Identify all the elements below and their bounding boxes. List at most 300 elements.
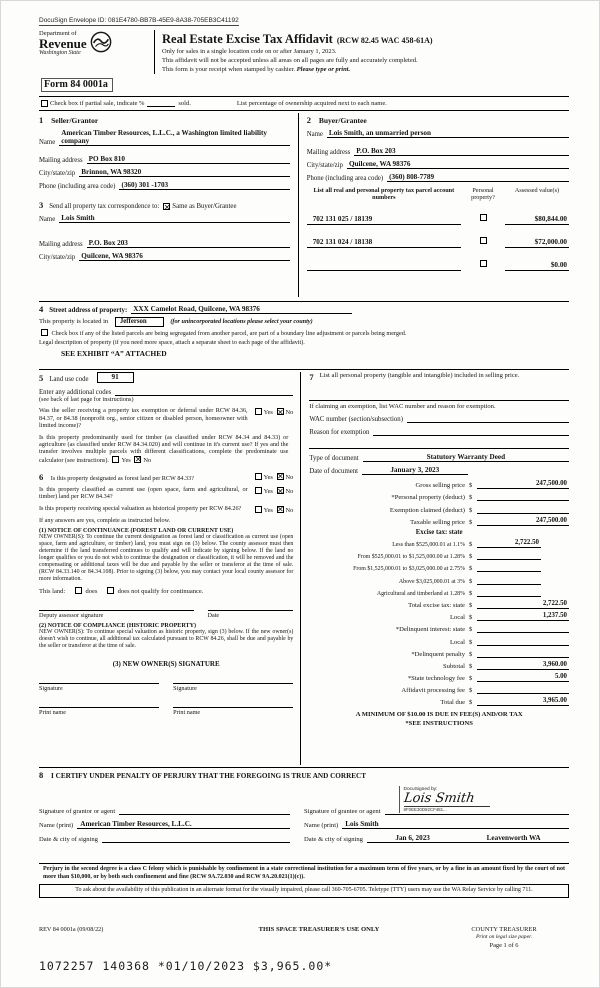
parcel-number-field[interactable]: 702 131 025 / 18139: [307, 215, 461, 225]
money-label: Subtotal: [443, 662, 465, 670]
deputy-signature-row: [39, 610, 293, 619]
new-owner-printname-row: [39, 707, 293, 716]
dept-text: [39, 30, 87, 56]
parcel-table: [307, 187, 569, 270]
section-1-number: 1: [39, 115, 44, 126]
seller-name-field[interactable]: American Timber Resources, L.L.C., a Washington limited liability company: [59, 129, 289, 146]
dollar-sign: $: [469, 553, 473, 561]
forest-question: [39, 472, 253, 482]
dept-small-label: Department of: [39, 30, 77, 37]
same-as-buyer-label: Same as Buyer/Grantee: [172, 203, 237, 211]
dollar-sign: $: [469, 541, 473, 549]
land-does-not-checkbox[interactable]: [107, 587, 114, 594]
dollar-sign: $: [469, 506, 473, 514]
located-in-label: This property is located in: [39, 318, 109, 326]
forest-question-text: Is this property designated as forest land per RCW 84.33?: [50, 474, 194, 482]
money-label: Affidavit processing fee: [401, 687, 465, 695]
answers-yes-note: If any answers are yes, complete as instructed below.: [39, 516, 171, 524]
seller-title: Seller/Grantor: [51, 116, 99, 126]
grantee-name-field[interactable]: [342, 820, 569, 829]
doc-type-field[interactable]: Statutory Warranty Deed: [363, 453, 569, 462]
correspondence-name-label: Name: [39, 216, 56, 224]
money-label: Total due: [440, 699, 465, 707]
parcel-number-field[interactable]: [307, 261, 461, 271]
personal-property-checkbox[interactable]: [480, 237, 487, 244]
excise-tier-row: [309, 539, 569, 548]
money-row: [309, 661, 569, 670]
doc-date-field[interactable]: January 3, 2023: [362, 466, 467, 475]
certify-header: [39, 770, 569, 780]
forest-no-checkbox[interactable]: [277, 473, 284, 480]
grantee-certify-column: [304, 780, 569, 843]
buyer-city-label: City/state/zip: [306, 162, 343, 170]
buyer-city-row: [307, 160, 569, 169]
perjury-section: [39, 863, 569, 898]
correspondence-city-label: City/state/zip: [39, 254, 76, 262]
land-does-not-label: does not qualify for continuance.: [117, 587, 204, 595]
deputy-date-line[interactable]: [208, 610, 294, 619]
signature-label: Signature: [39, 684, 63, 692]
money-label: Local: [449, 614, 465, 622]
buyer-phone-row: [307, 173, 569, 182]
header-note-3-italic: Please type or print.: [296, 65, 351, 73]
money-label: *State technology fee: [407, 675, 465, 683]
print-name-label: Print name: [173, 708, 201, 716]
form-number: Form 84 0001a: [41, 78, 113, 92]
dollar-sign: $: [469, 518, 473, 526]
correspondence-mailing-field[interactable]: P.O. Box 203: [87, 239, 290, 248]
dollar-sign: $: [469, 650, 473, 658]
buyer-column: [299, 113, 569, 297]
timber-answer: [110, 456, 151, 464]
money-rows-bottom: [309, 600, 569, 707]
money-label: Total excise tax: state: [408, 601, 465, 609]
money-row: [309, 480, 569, 489]
no-label: No: [285, 488, 294, 496]
seller-phone-row: [39, 181, 290, 190]
buyer-city-field[interactable]: Quilcene, WA 98376: [347, 160, 569, 169]
legal-paper-note: Print on legal size paper.: [475, 934, 533, 941]
section-6-number: 6: [39, 471, 44, 482]
dept-of-revenue-block: [39, 30, 151, 56]
money-row: [309, 492, 569, 501]
certify-grid: [39, 780, 569, 843]
currentuse-answer: [253, 486, 294, 495]
divider: [39, 110, 569, 111]
divider: [39, 96, 569, 97]
seller-mailing-row: [39, 155, 290, 164]
currentuse-yes-checkbox[interactable]: [255, 487, 262, 494]
reason-field[interactable]: [373, 427, 569, 436]
grantee-name-value: Lois Smith: [345, 820, 379, 829]
grantor-name-field[interactable]: [77, 820, 290, 829]
personal-property-intro-row: [309, 372, 569, 382]
reason-label: Reason for exemption: [309, 429, 370, 437]
money-field[interactable]: 2,722.50: [477, 600, 569, 609]
parcel-checkbox-cell: [461, 253, 505, 271]
timber-question-row: [39, 434, 293, 465]
partial-sold-label: sold.: [178, 100, 191, 108]
title-block: [162, 30, 569, 74]
section-7-number: 7: [309, 372, 314, 383]
additional-codes-label: Enter any additional codes: [39, 389, 112, 397]
dept-name: Revenue: [39, 36, 87, 51]
money-field[interactable]: 1,237.50: [477, 612, 569, 621]
money-row: [309, 685, 569, 694]
assessed-value-field[interactable]: $0.00: [505, 261, 569, 271]
county-treasurer-block: [439, 926, 569, 950]
money-field[interactable]: 3,965.00: [477, 697, 569, 706]
parcel-header-numbers: List all real and personal property tax parcel account numbers: [313, 187, 455, 202]
exemption-question: Was the seller receiving a property tax exemption or deferral under RCW 84.36, 84.37, or 84.38 (nonprofit org., senior citizen or disabled person, homeowner with limited income)?: [39, 407, 248, 430]
no-label: No: [285, 506, 294, 514]
tax-column: [301, 372, 569, 765]
money-field[interactable]: [477, 685, 569, 694]
deputy-signature-label: Deputy assessor signature: [39, 611, 104, 619]
dollar-sign: $: [469, 565, 473, 573]
tier-label: From $1,525,000.01 to $3,025,000.00 at 2.75%: [353, 566, 465, 573]
minimum-due-note: [309, 711, 569, 728]
section-2-number: 2: [306, 115, 311, 126]
dollar-sign: $: [469, 482, 473, 490]
seller-city-label: City/state/zip: [39, 170, 76, 178]
street-address-label: Street address of property:: [49, 307, 128, 315]
grantee-name-label: Name (print): [304, 822, 339, 830]
see-instructions: *SEE INSTRUCTIONS: [405, 720, 473, 728]
form-title-code: (RCW 82.45 WAC 458-61A): [336, 36, 433, 45]
rev-number: REV 84 0001a (09/08/22): [39, 926, 104, 934]
additional-codes-row: [39, 387, 293, 396]
alternate-format-box: To ask about the availability of this publication in an alternate format for the visually impaired, please call 360-705-6705. Teletype (TTY) users may use the WA Relay Service by calling 711.: [39, 884, 569, 898]
money-label: *Delinquent penalty: [411, 650, 465, 658]
personal-property-checkbox[interactable]: [480, 260, 487, 267]
new-owner-printname-line-1[interactable]: [39, 707, 159, 716]
deputy-signature-line[interactable]: [39, 610, 194, 619]
currentuse-no-checkbox[interactable]: [277, 487, 284, 494]
parcel-table-header: [307, 187, 569, 201]
excise-tier-row: [309, 563, 569, 572]
section-3-number: 3: [39, 200, 44, 211]
correspondence-mailing-row: [39, 239, 290, 248]
landuse-tax-block: [39, 369, 569, 765]
parcel-table-rows: [307, 207, 569, 271]
buyer-title: Buyer/Grantee: [318, 116, 367, 126]
same-as-buyer-checkbox[interactable]: [163, 203, 170, 210]
historic-question: Is this property receiving special valuation as historical property per RCW 84.26?: [39, 504, 242, 512]
money-field[interactable]: 5.00: [477, 673, 569, 682]
grantee-signature-field[interactable]: [385, 786, 569, 815]
print-name-label: Print name: [39, 708, 66, 716]
grantor-signature-row: [39, 785, 290, 815]
tier-label: Above $3,025,000.01 at 3%: [398, 578, 465, 585]
currentuse-question: Is this property classified as current use (open space, farm and agricultural, or timber) land per RCW 84.34?: [39, 486, 248, 501]
timber-yes-checkbox[interactable]: [112, 456, 119, 463]
money-row: [309, 673, 569, 682]
parcel-row: [307, 230, 569, 248]
doc-type-label: Type of document: [309, 455, 359, 463]
seller-mailing-label: Mailing address: [39, 157, 83, 165]
title-line: [162, 30, 569, 48]
buyer-name-label: Name: [306, 131, 323, 139]
dollar-sign: $: [469, 601, 473, 609]
segregated-label: Check box if any of the listed parcels are being segregated from another parcel, are part of a boundary line adjustment or parcels being merged.: [51, 330, 407, 338]
grantor-date-row: [39, 834, 290, 843]
correspondence-city-field[interactable]: Quilcene, WA 98376: [79, 252, 289, 261]
excise-tier-row: [309, 551, 569, 560]
seller-section-header: [39, 115, 290, 125]
no-label: No: [143, 456, 152, 464]
buyer-phone-field[interactable]: (360) 808-7789: [387, 173, 569, 182]
form-header: [39, 30, 569, 74]
dollar-sign: $: [469, 494, 473, 502]
money-field[interactable]: [477, 649, 569, 658]
seller-name-row: [39, 129, 290, 146]
personal-property-intro: List all personal property (tangible and intangible) included in selling price.: [319, 372, 520, 380]
docusign-stamp[interactable]: [399, 786, 506, 814]
money-row: [309, 637, 569, 646]
county-treasurer-label: COUNTY TREASURER: [471, 926, 537, 934]
exemption-question-row: [39, 407, 293, 429]
grantee-date-row: [304, 834, 569, 843]
parcel-number-field[interactable]: 702 131 024 / 18138: [307, 238, 461, 248]
money-field[interactable]: 247,500.00: [477, 480, 569, 489]
land-qualify-label: This land:: [39, 587, 66, 595]
tier-field[interactable]: [477, 588, 541, 597]
treasurer-space-label: THIS SPACE TREASURER'S USE ONLY: [258, 926, 380, 934]
legal-description-label: Legal description of property (if you need more space, attach a separate sheet to each page of the affidavit).: [39, 339, 305, 347]
grantor-name-row: [39, 820, 290, 829]
parcel-header-personal: Personal property?: [471, 187, 495, 202]
forest-question-row: [39, 472, 293, 482]
land-use-code-row: [39, 372, 293, 383]
header-note-3: [162, 66, 569, 75]
parcel-row: [307, 253, 569, 271]
dollar-sign: $: [469, 589, 473, 597]
footer-area: [39, 926, 569, 973]
perjury-text: Perjury in the second degree is a class C felony which is punishable by confinement in a state correctional institution for a maximum term of five years, or by a fine in an amount fixed by the court of not more than $10,000, or by both such confinement and fine (RCW 9A.72.030 and RCW 9A.20.021(1)(c)).: [43, 866, 565, 880]
land-use-code-field[interactable]: 91: [97, 372, 134, 383]
money-label: Gross selling price: [415, 482, 465, 490]
property-section: [39, 301, 569, 367]
docusign-envelope-id: DocuSign Envelope ID: 081E4780-BB7B-45E9-8A38-705EB3C41192: [39, 17, 239, 24]
grantor-name-value: American Timber Resources, L.L.C.: [80, 820, 192, 829]
money-label: *Personal property (deduct): [391, 494, 465, 502]
buyer-mailing-field[interactable]: P.O. Box 203: [354, 147, 569, 156]
correspondence-name-field[interactable]: Lois Smith: [59, 214, 289, 223]
excise-state-header: Excise tax: state: [415, 529, 463, 537]
grantee-date-field[interactable]: [367, 834, 569, 843]
reason-row: [309, 427, 569, 436]
land-does-label: does: [85, 587, 98, 595]
money-row: [309, 649, 569, 658]
located-in-note: (for unincorporated locations please select your county): [170, 318, 313, 326]
divider: [309, 400, 569, 401]
money-row: [309, 600, 569, 609]
money-row: [309, 624, 569, 633]
money-rows-top: [309, 480, 569, 526]
no-label: No: [285, 409, 294, 417]
wac-label: WAC number (section/subsection): [309, 416, 403, 424]
seller-city-row: [39, 168, 290, 177]
money-field[interactable]: [477, 637, 569, 646]
exemption-intro: If claiming an exemption, list WAC number and reason for exemption.: [309, 403, 496, 411]
dollar-sign: $: [469, 577, 473, 585]
landuse-column: [39, 372, 301, 765]
dept-state-label: Washington State: [39, 50, 81, 56]
notice-3-title: (3) NEW OWNER(S) SIGNATURE: [112, 659, 220, 668]
grantor-name-label: Name (print): [39, 822, 74, 830]
personal-property-blank[interactable]: [309, 382, 569, 398]
historic-answer: [253, 505, 294, 514]
grantee-signature-script: Lois Smith: [402, 790, 476, 806]
excise-tier-row: [309, 588, 569, 597]
partial-sale-row: [39, 99, 569, 108]
wac-row: [309, 414, 569, 423]
historic-question-row: [39, 505, 293, 514]
doc-date-row: [309, 466, 569, 475]
new-owner-signature-line-1[interactable]: [39, 683, 159, 692]
correspondence-name-row: [39, 214, 290, 223]
header-note-1: Only for sales in a single location code on or after January 1, 2023.: [162, 48, 337, 55]
land-qualify-row: [39, 587, 293, 595]
legal-description-value[interactable]: SEE EXHIBIT “A” ATTACHED: [61, 349, 167, 359]
money-row: [309, 505, 569, 514]
header-note-2: This affidavit will not be accepted unless all areas on all pages are fully and accurately completed.: [162, 56, 418, 64]
dollar-sign: $: [469, 687, 473, 695]
seller-phone-label: Phone (including area code): [39, 183, 116, 191]
timber-question-text: Is this property predominantly used for timber (as classified under RCW 84.34 and 84.33) or agriculture (as classified under RCW 84.34.020) and will continue in it's current use? If yes and the transfer involves multiple parcels with different classifications, complete the predominate use calculator (see instructions).: [39, 433, 289, 464]
yes-label: Yes: [263, 473, 273, 481]
money-field[interactable]: 3,960.00: [477, 661, 569, 670]
buyer-name-field[interactable]: Lois Smith, an unmarried person: [327, 129, 569, 138]
buyer-mailing-row: [307, 147, 569, 156]
personal-property-checkbox[interactable]: [480, 214, 487, 221]
grantee-city-value: Leavenworth WA: [486, 834, 541, 843]
partial-percent-field[interactable]: [147, 106, 175, 107]
divider: [309, 448, 569, 449]
grantor-signature-field[interactable]: [119, 806, 290, 815]
notice-1-body: NEW OWNER(S): To continue the current designation as forest land or classification as current use (open space, farm and agriculture, or timber) land, you must sign on (3) below. The county assessor must then determine if the land transferred continues to qualify and will indicate by signing below. If the land no longer qualifies or you do not wish to continue the designation or classification, it will be removed and the compensating or additional taxes will be due and payable by the seller or transferor at the time of sale. (RCW 84.33.140 or 84.34.108). Prior to signing (3) below, you may contact your local county assessor for more information.: [39, 533, 294, 582]
treasurer-stamp: 1072257 140368 *01/10/2023 $3,965.00*: [39, 959, 333, 973]
yes-label: Yes: [263, 488, 273, 496]
dollar-sign: $: [469, 614, 473, 622]
exemption-no-checkbox[interactable]: [277, 408, 284, 415]
doc-date-label: Date of document: [309, 468, 359, 476]
money-label: Taxable selling price: [410, 518, 465, 526]
grantor-date-label: Date & city of signing: [39, 836, 98, 844]
money-field[interactable]: [477, 492, 569, 501]
assessed-value-field[interactable]: $80,844.00: [505, 215, 569, 225]
partial-sale-checkbox[interactable]: [41, 100, 48, 107]
land-does-checkbox[interactable]: [75, 587, 82, 594]
money-field[interactable]: [477, 505, 569, 514]
additional-codes-field[interactable]: [115, 387, 293, 396]
forest-answer: [253, 472, 294, 481]
dollar-sign: $: [469, 699, 473, 707]
grantee-name-row: [304, 820, 569, 829]
grantee-signature-row: [304, 785, 569, 815]
docusigned-by-label: DocuSigned by:: [403, 786, 438, 792]
forest-yes-checkbox[interactable]: [255, 473, 262, 480]
yes-label: Yes: [263, 409, 273, 417]
excise-tier-row: [309, 576, 569, 585]
money-field[interactable]: [477, 624, 569, 633]
new-owner-signature-line-2[interactable]: [173, 683, 293, 692]
street-address-row: [39, 304, 569, 314]
money-label: *Delinquent interest: state: [395, 626, 465, 634]
buyer-name-row: [307, 129, 569, 138]
grantee-signature-label: Signature of grantee or agent: [304, 808, 381, 816]
grantee-date-label: Date & city of signing: [304, 836, 363, 844]
grantor-date-field[interactable]: [102, 834, 290, 843]
docusign-id: 8F0EE30D92CF481...: [403, 807, 447, 813]
exemption-answer: [253, 407, 294, 416]
historic-yes-checkbox[interactable]: [255, 506, 262, 513]
money-rows-tier: [309, 539, 569, 597]
tier-field[interactable]: 2,722.50: [477, 539, 541, 548]
doc-type-row: [309, 453, 569, 462]
header-note-3-text: This form is your receipt when stamped by cashier.: [162, 65, 296, 73]
revenue-logo-icon: [90, 31, 112, 53]
new-owner-printname-line-2[interactable]: [173, 707, 293, 716]
section-8-number: 8: [39, 770, 44, 781]
seller-name-label: Name: [39, 139, 56, 147]
notice-2-title: (2) NOTICE OF COMPLIANCE (HISTORIC PROPERTY): [39, 622, 197, 629]
historic-no-checkbox[interactable]: [277, 506, 284, 513]
correspondence-header-row: [39, 200, 290, 210]
grantor-signature-label: Signature of grantor or agent: [39, 808, 116, 816]
money-field[interactable]: 247,500.00: [477, 517, 569, 526]
parcel-checkbox-cell: [461, 207, 505, 225]
money-row: [309, 612, 569, 621]
wac-field[interactable]: [407, 414, 569, 423]
money-row: [309, 697, 569, 706]
parties-block: [39, 113, 569, 297]
currentuse-question-row: [39, 486, 293, 501]
seller-phone-field[interactable]: (360) 301 -1703: [119, 181, 289, 190]
parcel-row: [307, 207, 569, 225]
dollar-sign: $: [469, 626, 473, 634]
tier-label: From $525,000.01 to $1,525,000.00 at 1.28%: [357, 554, 465, 561]
county-select[interactable]: Jefferson: [115, 317, 164, 327]
buyer-mailing-label: Mailing address: [306, 149, 351, 157]
grantor-certify-column: [39, 780, 304, 843]
money-row: [309, 517, 569, 526]
notice-2-body: NEW OWNER(S): To continue special valuation as historic property, sign (3) below. If the new owner(s) doesn't wish to continue, all additional tax calculated pursuant to RCW 84.26, shall be due and payable by the seller or transferor at the time of sale.: [39, 628, 294, 649]
seller-city-field[interactable]: Brinnon, WA 98320: [79, 168, 289, 177]
timber-no-checkbox[interactable]: [134, 456, 141, 463]
segregated-checkbox[interactable]: [41, 329, 48, 336]
footer-row: [39, 926, 569, 950]
tier-field[interactable]: [477, 576, 541, 585]
correspondence-label: Send all property tax correspondence to:: [49, 203, 160, 211]
tier-field[interactable]: [477, 563, 541, 572]
additional-codes-note: (see back of last page for instructions): [39, 396, 134, 404]
money-label: Local: [449, 638, 465, 646]
exemption-yes-checkbox[interactable]: [255, 408, 262, 415]
partial-sale-label: Check box if partial sale, indicate %: [50, 100, 145, 108]
seller-mailing-field[interactable]: PO Box 810: [87, 155, 290, 164]
signature-label: Signature: [173, 684, 197, 692]
yes-label: Yes: [263, 506, 273, 514]
tier-field[interactable]: [477, 551, 541, 560]
seller-column: [39, 113, 299, 297]
new-owner-signature-row: [39, 683, 293, 692]
assessed-value-field[interactable]: $72,000.00: [505, 238, 569, 248]
street-address-field[interactable]: XXX Camelot Road, Quilcene, WA 98376: [131, 305, 352, 314]
section-5-number: 5: [39, 373, 44, 384]
parcel-header-assessed: Assessed value(s): [514, 187, 560, 195]
